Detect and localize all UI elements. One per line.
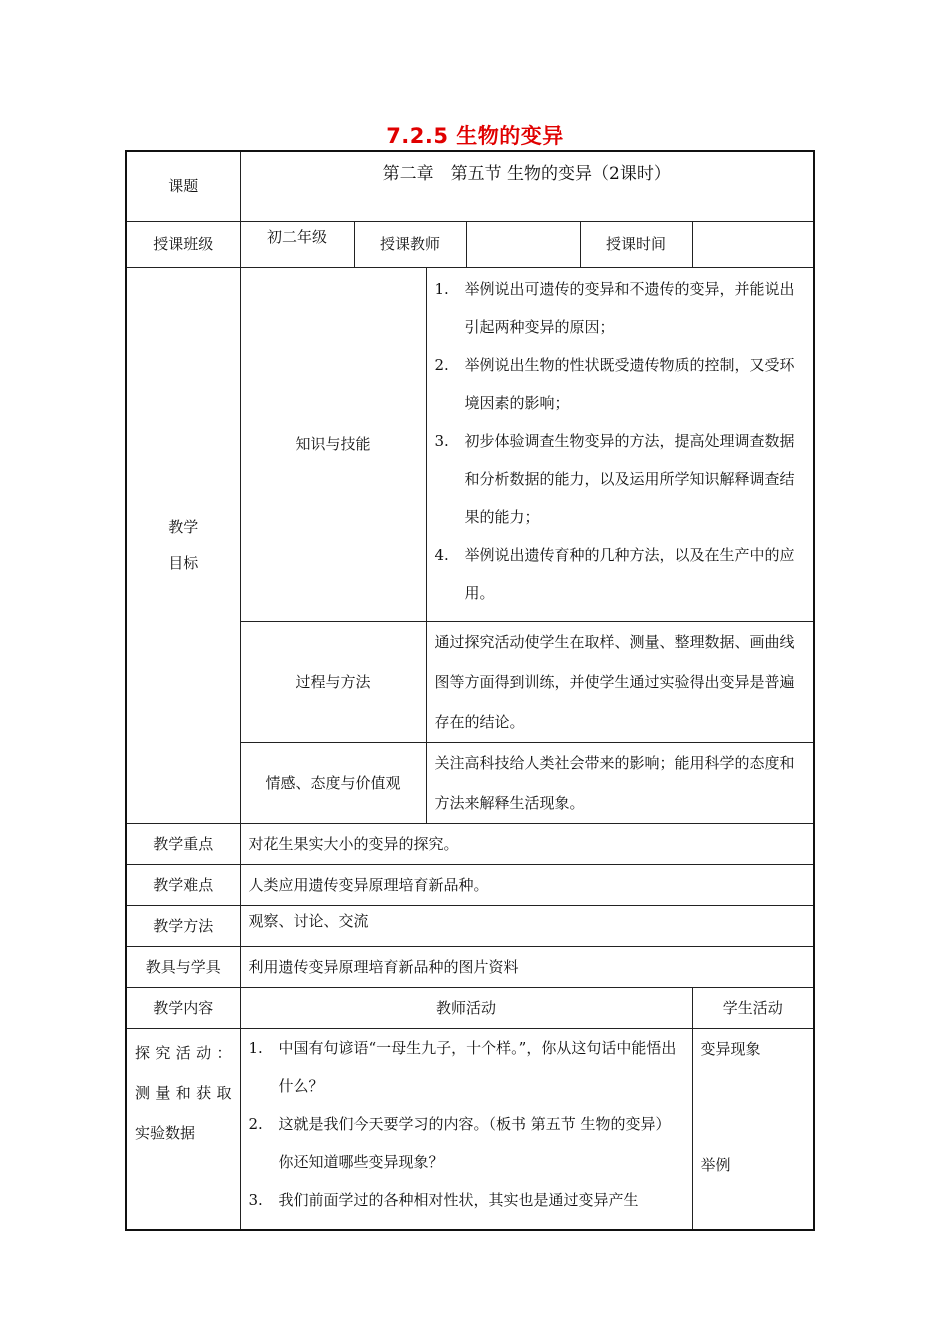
key-point-value: 对花生果实大小的变异的探究。: [240, 823, 814, 864]
time-value: [692, 221, 814, 267]
list-item: 4. 举例说出遗传育种的几种方法，以及在生产中的应用。: [434, 545, 795, 602]
list-item: 3. 初步体验调查生物变异的方法，提高处理调查数据和分析数据的能力，以及运用所学知识解释调查结果的能力；: [434, 431, 795, 526]
tools-row: [126, 946, 814, 987]
activity-content-line3: 实验数据: [135, 1123, 196, 1142]
difficulty-value: 人类应用遗传变异原理培育新品种。: [240, 864, 814, 905]
document-title: 7.2.5 生物的变异: [386, 124, 564, 148]
emotion-text: 关注高科技给人类社会带来的影响；能用科学的态度和方法来解释生活现象。: [426, 742, 814, 823]
list-item: 2. 这就是我们今天要学习的内容。（板书 第五节 生物的变异）你还知道哪些变异现象？: [248, 1114, 671, 1171]
teacher-activity: [240, 1028, 692, 1230]
content-header-row: [126, 987, 814, 1028]
subject-label: 课题: [126, 151, 240, 221]
teacher-value: [466, 221, 580, 267]
goals-label-line2: 目标: [168, 554, 199, 572]
time-label: 授课时间: [580, 221, 692, 267]
lesson-plan-table: [125, 150, 815, 1231]
subject-value: 第二章 第五节 生物的变异（2课时）: [240, 151, 814, 221]
class-value: 初二年级: [240, 221, 354, 267]
content-header-col1: 教学内容: [126, 987, 240, 1028]
content-header-col2: 教师活动: [240, 987, 692, 1028]
knowledge-content: [426, 267, 814, 621]
knowledge-row: [126, 267, 814, 621]
activity-row: [126, 1028, 814, 1230]
goals-label-line1: 教学: [168, 518, 199, 536]
student-activity: [692, 1028, 814, 1230]
process-label: 过程与方法: [240, 621, 426, 742]
knowledge-list: [435, 270, 806, 612]
tools-label: 教具与学具: [126, 946, 240, 987]
difficulty-row: [126, 864, 814, 905]
emotion-label: 情感、态度与价值观: [240, 742, 426, 823]
subject-row: [126, 151, 814, 221]
process-text: 通过探究活动使学生在取样、测量、整理数据、画曲线图等方面得到训练，并使学生通过实验得出变异是普遍存在的结论。: [426, 621, 814, 742]
teacher-activity-list: [249, 1029, 684, 1219]
student-activity-item1: 变异现象: [700, 1039, 761, 1058]
class-label: 授课班级: [126, 221, 240, 267]
method-label: 教学方法: [126, 905, 240, 946]
activity-content-line2: 测量和获取: [135, 1083, 232, 1102]
tools-value: 利用遗传变异原理培育新品种的图片资料: [240, 946, 814, 987]
activity-content: [126, 1028, 240, 1230]
class-info-row: [126, 221, 814, 267]
method-row: [126, 905, 814, 946]
list-item: 1. 举例说出可遗传的变异和不遗传的变异，并能说出引起两种变异的原因；: [434, 279, 795, 336]
method-value: 观察、讨论、交流: [240, 905, 814, 946]
list-item: 1. 中国有句谚语“一母生九子，十个样。”，你从这句话中能悟出什么？: [248, 1038, 677, 1095]
teacher-label: 授课教师: [354, 221, 466, 267]
list-item: 2. 举例说出生物的性状既受遗传物质的控制，又受环境因素的影响；: [434, 355, 795, 412]
student-activity-item2: 举例: [700, 1155, 731, 1174]
list-item: 3. 我们前面学过的各种相对性状，其实也是通过变异产生: [248, 1190, 639, 1209]
activity-content-line1: 探究活动：: [135, 1043, 232, 1062]
knowledge-label: 知识与技能: [240, 267, 426, 621]
key-point-row: [126, 823, 814, 864]
goals-label: [126, 267, 240, 823]
difficulty-label: 教学难点: [126, 864, 240, 905]
key-point-label: 教学重点: [126, 823, 240, 864]
content-header-col3: 学生活动: [692, 987, 814, 1028]
